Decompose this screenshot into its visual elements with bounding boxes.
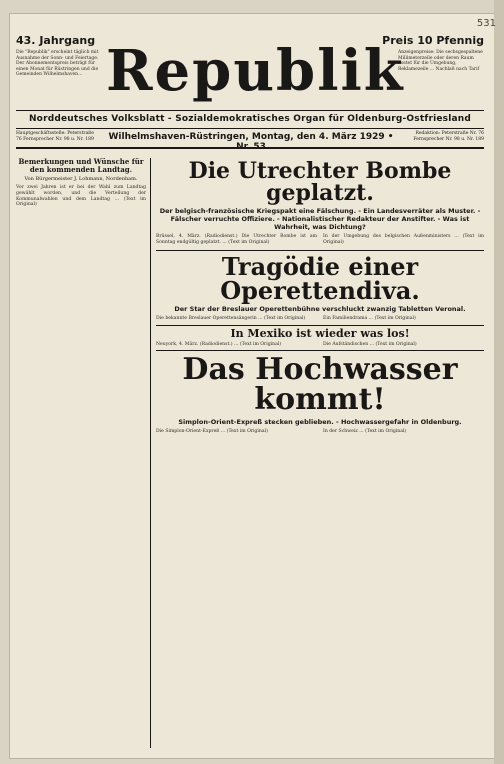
article-utrecht-col-1: Brüssel, 4. März. (Radiodienst.) Die Utrechter Bombe ist am Sonntag endgültig geplatzt. ... (Text im Original) [156,234,317,245]
divider [16,110,484,111]
price-label: Preis 10 Pfennig [382,34,484,47]
deck-flood: Simplon-Orient-Expreß stecken geblieben. - Hochwassergefahr in Oldenburg. [178,418,462,427]
article-flood-col-2: In der Schweiz ... (Text im Original) [323,429,407,435]
article-flood-col-1: Die Simplon-Orient-Expreß ... (Text im Original) [156,429,268,435]
dateline-right: Redaktion: Peterstraße Nr. 76 Fernsprecher Nr. 98 u. Nr. 189 [413,131,484,142]
article-operetta-col-2: Ein Familiendrama ... (Text im Original) [323,315,416,321]
edition-label: 43. Jahrgang [16,34,96,47]
dateline-center: Wilhelmshaven-Rüstringen, Montag, den 4. März 1929 • [108,132,394,142]
left-column-body: Vor zwei Jahren ist er bei der Wahl zum Landtag gewählt worden, und die Verteilung der Kommunalwahlen und dem Landtag ... (Text im Original) [16,185,146,208]
dateline-left: Hauptgeschäftsstelle: Peterstraße 76 Fernsprecher Nr. 98 u. Nr. 189 [16,131,94,142]
left-column-headline: Bemerkungen und Wünsche für den kommenden Landtag. [18,158,144,174]
column-divider [150,158,151,748]
archive-page-number: 531 [476,18,496,29]
deck-utrecht: Der belgisch-französische Kriegspakt eine Fälschung. - Ein Landesverräter als Muster. - Fälscher verruchte Offiziere. - Nationalistischer Redakteur der Anstifter. - Was ist Wahrheit, was Dichtung? [159,207,481,231]
divider [156,250,484,251]
headline-utrecht: Die Utrechter Bombe geplatzt. [188,158,452,206]
masthead [16,34,484,152]
scan-margin [494,0,504,764]
left-column [16,158,146,748]
left-ear-text: Die "Republik" erscheint täglich mit Ausnahme der Sonn- und Feiertage. Der Abonnementspreis beträgt für einen Monat für Rüstringen und die Gemeinden Wilhelmshaven... [16,50,99,78]
divider [16,147,484,149]
article-flood [156,429,484,435]
headline-mexico: In Mexiko ist wieder was los! [230,327,410,341]
newspaper-subtitle: Norddeutsches Volksblatt - Sozialdemokratisches Organ für Oldenburg-Ostfriesland [28,114,472,124]
right-ear-text: Anzeigenpreise: Die sechsgespaltene Millimeterzeile oder deren Raum kostet für die Umgebung, Reklamezeile ... Nachlaß nach Tarif [398,50,483,72]
article-utrecht-col-2: In der Umgebung des belgischen Außenministers ... (Text im Original) [323,234,484,245]
article-mexico-col-2: Die Aufständischen ... (Text im Original) [323,342,417,348]
divider [16,128,484,129]
headline-flood: Das Hochwasser kommt! [182,352,458,418]
article-mexico-col-1: Neuyork, 4. März. (Radiodienst.) ... (Text im Original) [156,342,282,348]
dateline [16,130,484,146]
left-column-byline: Von Bürgermeister J. Lohmann, Nordenham. [24,176,138,182]
mexico-box [156,325,484,351]
main-area [156,158,484,748]
headline-operetta: Tragödie einer Operettendiva. [220,251,420,305]
article-operetta [156,316,484,322]
subhead-operetta: Der Star der Breslauer Operettenbühne verschluckt zwanzig Tabletten Veronal. [174,304,466,313]
newspaper-title: Republik [106,38,405,104]
article-utrecht [156,234,484,246]
article-mexico [156,342,484,348]
article-operetta-col-1: Die bekannte Breslauer Operettensängerin ... (Text im Original) [156,315,306,321]
